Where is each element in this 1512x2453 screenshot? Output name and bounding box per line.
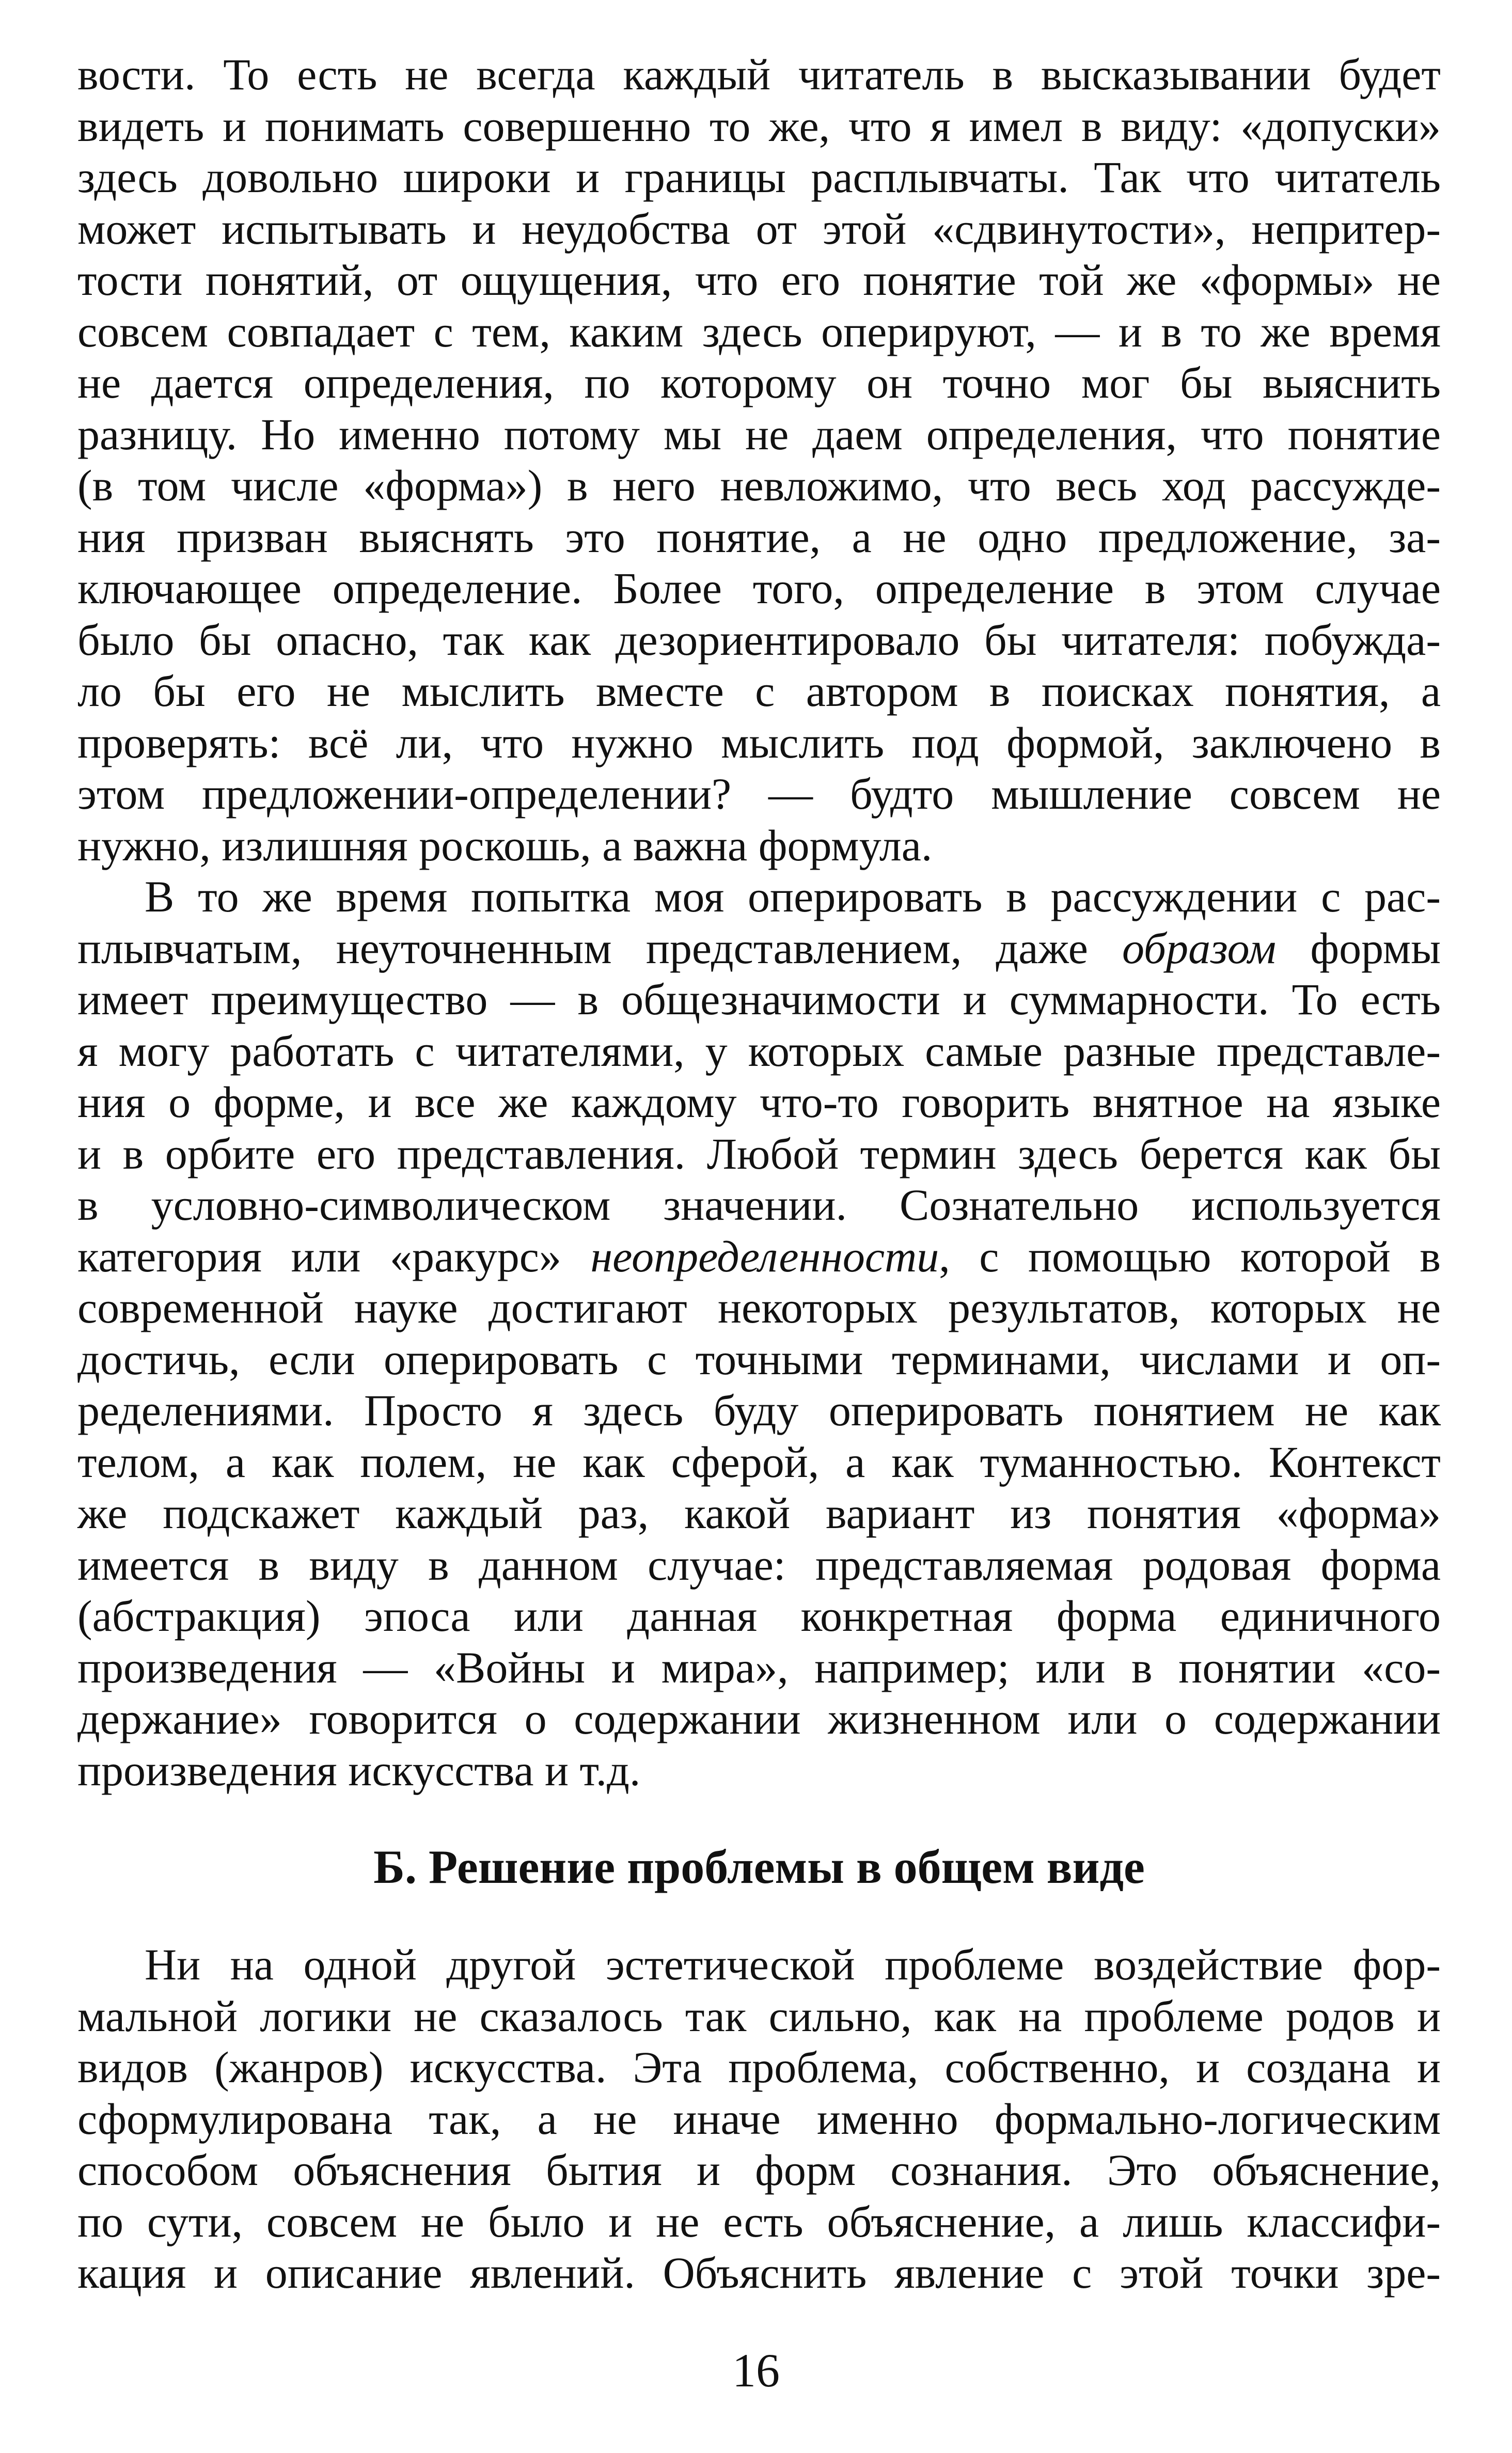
text-line: совсем совпадает с тем, каким здесь оперируют, — и в то же время	[77, 306, 1441, 356]
text-line: достичь, если оперировать с точными терминами, числами и оп-	[77, 1334, 1441, 1384]
text-line: Ни на одной другой эстетической проблеме воздействие фор-	[145, 1940, 1441, 1989]
text-line: я могу работать с читателями, у которых самые разные представле-	[77, 1026, 1441, 1076]
text-line: видов (жанров) искусства. Эта проблема, собственно, и создана и	[77, 2042, 1441, 2092]
text-line: нужно, излишняя роскошь, а важна формула.	[77, 820, 933, 870]
text-line: телом, а как полем, не как сферой, а как туманностью. Контекст	[77, 1437, 1441, 1487]
text-line: вости. То есть не всегда каждый читатель в высказывании будет	[77, 50, 1441, 99]
page-body	[77, 49, 1441, 1796]
text-line: кация и описание явлений. Объяснить явление с этой точки зре-	[77, 2248, 1441, 2298]
text-line: тости понятий, от ощущения, что его понятие той же «формы» не	[77, 255, 1441, 305]
text-span: категория или «ракурс»	[77, 1231, 591, 1281]
text-line: имеется в виду в данном случае: представляемая родовая форма	[77, 1539, 1441, 1590]
text-line: в условно-символическом значении. Сознательно используется	[77, 1180, 1441, 1230]
text-line: было бы опасно, так как дезориентировало бы читателя: побужда-	[77, 615, 1441, 665]
text-line: видеть и понимать совершенно то же, что я имел в виду: «допуски»	[77, 101, 1441, 151]
text-line: ключающее определение. Более того, определение в этом случае	[77, 563, 1441, 613]
text-line: по сути, совсем не было и не есть объяснение, а лишь классифи-	[77, 2196, 1441, 2246]
text-line	[77, 923, 1441, 974]
text-line: этом предложении-определении? — будто мышление совсем не	[77, 769, 1441, 819]
text-line: может испытывать и неудобства от этой «сдвинутости», непритер-	[77, 203, 1441, 254]
text-span: плывчатым, неуточненным представлением, даже	[77, 923, 1123, 973]
text-line: (в том числе «форма») в него невложимо, что весь ход рассужде-	[77, 461, 1441, 510]
text-line: способом объяснения бытия и форм сознания. Это объяснение,	[77, 2145, 1441, 2195]
text-line: (абстракция) эпоса или данная конкретная форма единичного	[77, 1591, 1441, 1641]
paragraph-2	[77, 871, 1441, 1796]
text-line: ния призван выяснять это понятие, а не одно предложение, за-	[77, 512, 1441, 562]
page-number: 16	[732, 2344, 780, 2397]
text-line: держание» говорится о содержании жизненном или о содержании	[77, 1694, 1441, 1743]
text-line: же подскажет каждый раз, какой вариант из понятия «форма»	[77, 1488, 1441, 1538]
text-line: ределениями. Просто я здесь буду оперировать понятием не как	[77, 1386, 1441, 1435]
text-line: сформулирована так, а не иначе именно формально-логическим	[77, 2094, 1441, 2144]
italic-term: образом	[1122, 923, 1277, 973]
text-line: мальной логики не сказалось так сильно, как на проблеме родов и	[77, 1991, 1441, 2041]
text-line: ния о форме, и все же каждому что-то говорить внятное на языке	[77, 1077, 1441, 1127]
text-line: и в орбите его представления. Любой термин здесь берется как бы	[77, 1128, 1441, 1178]
text-line: В то же время попытка моя оперировать в рассуждении с рас-	[145, 872, 1441, 921]
text-line: проверять: всё ли, что нужно мыслить под формой, заключено в	[77, 717, 1441, 767]
text-line: произведения искусства и т.д.	[77, 1745, 641, 1795]
text-line: здесь довольно широки и границы расплывчаты. Так что читатель	[77, 152, 1441, 202]
italic-term: неопределенности	[590, 1231, 939, 1281]
text-line: не дается определения, по которому он точно мог бы выяснить	[77, 358, 1441, 407]
text-span: формы	[1276, 923, 1441, 973]
text-span: , с помощью которой в	[939, 1231, 1441, 1281]
text-line: разницу. Но именно потому мы не даем определения, что понятие	[77, 409, 1441, 459]
text-line	[77, 1231, 1441, 1283]
paragraph-1	[77, 49, 1441, 871]
text-line: произведения — «Войны и мира», например; или в понятии «со-	[77, 1642, 1441, 1692]
paragraph-3	[77, 1939, 1441, 2299]
text-line: имеет преимущество — в общезначимости и суммарности. То есть	[77, 974, 1441, 1024]
section-body	[77, 1939, 1441, 2299]
text-line: современной науке достигают некоторых результатов, которых не	[77, 1283, 1441, 1332]
section-heading: Б. Решение проблемы в общем виде	[373, 1841, 1145, 1893]
text-line: ло бы его не мыслить вместе с автором в поисках понятия, а	[77, 666, 1441, 716]
